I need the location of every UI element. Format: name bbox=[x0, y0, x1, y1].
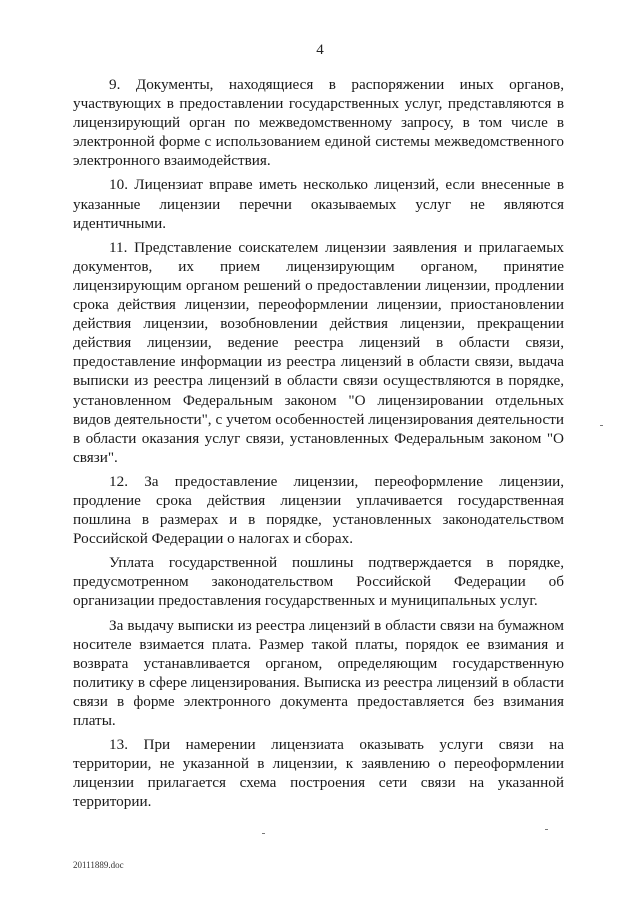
document-body bbox=[73, 75, 564, 811]
paragraph-extract-fee: За выдачу выписки из реестра лицензий в области связи на бумажном носителе взимается плата. Размер такой платы, порядок ее взимания и возврата устанавливается органом, определяющим государственную политику в сфере лицензирования. Выписка из реестра лицензий в области связи в форме электронного документа предоставляется без взимания платы. bbox=[73, 616, 564, 729]
paragraph-state-duty: Уплата государственной пошлины подтверждается в порядке, предусмотренном законодательством Российской Федерации об организации предоставления государственных и муниципальных услуг. bbox=[73, 554, 564, 610]
paragraph-11: 11. Представление соискателем лицензии заявления и прилагаемых документов, их прием лицензирующим органом, принятие лицензирующим органом решений о предоставлении лицензии, продлении срока действия лицензии, переоформлении лицензии, приостановлении действия лицензии, возобновлении действия лицензии, прекращении действия лицензии, ведение реестра лицензий в области связи, предоставление информации из реестра лицензий в области связи, выдача выписки из реестра лицензий в области связи осуществляются в порядке, установленном Федеральным законом "О лицензировании отдельных видов деятельности", с учетом особенностей лицензирования деятельности в области оказания услуг связи, установленных Федеральным законом "О связи". bbox=[73, 238, 564, 466]
footer-filename: 20111889.doc bbox=[73, 860, 124, 870]
scan-speck bbox=[545, 829, 548, 830]
scan-speck bbox=[262, 833, 265, 834]
paragraph-13: 13. При намерении лицензиата оказывать услуги связи на территории, не указанной в лицензии, к заявлению о переоформлении лицензии прилагается схема построения сети связи на указанной территории. bbox=[73, 736, 564, 811]
paragraph-12: 12. За предоставление лицензии, переоформление лицензии, продление срока действия лицензии уплачивается государственная пошлина в размерах и в порядке, установленных законодательством Российской Федерации о налогах и сборах. bbox=[73, 472, 564, 548]
paragraph-10: 10. Лицензиат вправе иметь несколько лицензий, если внесенные в указанные лицензии перечни оказываемых услуг не являются идентичными. bbox=[73, 176, 564, 232]
paragraph-9: 9. Документы, находящиеся в распоряжении иных органов, участвующих в предоставлении государственных услуг, представляются в лицензирующий орган по межведомственному запросу, в том числе в электронной форме с использованием единой системы межведомственного электронного взаимодействия. bbox=[73, 76, 564, 170]
scan-speck bbox=[600, 425, 603, 426]
page-number: 4 bbox=[316, 42, 324, 58]
